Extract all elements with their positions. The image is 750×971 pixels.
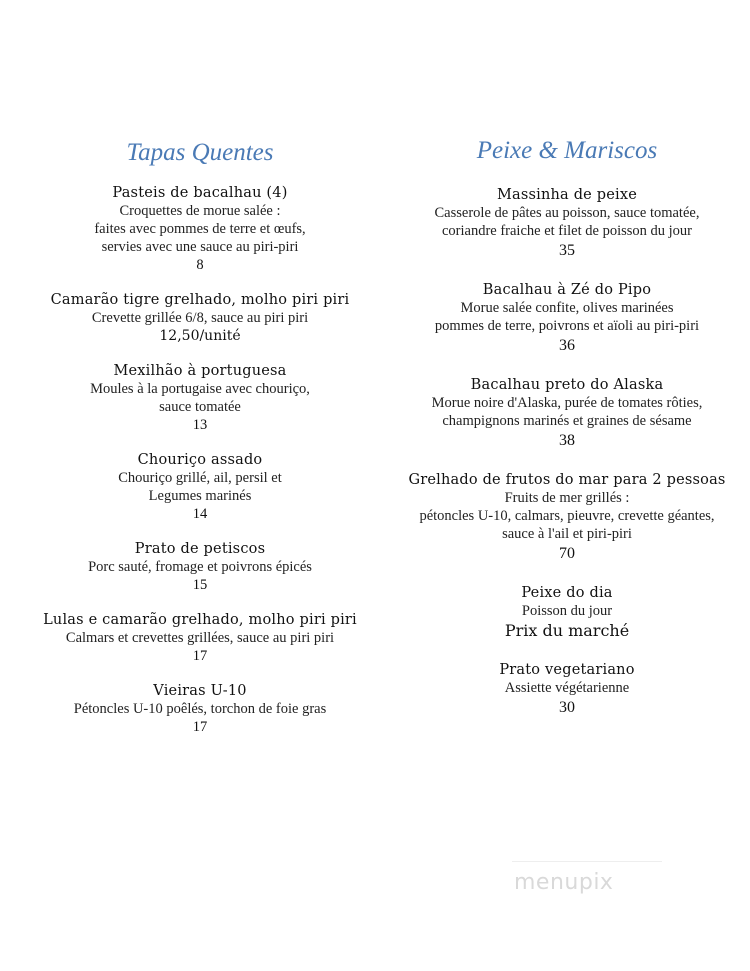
item-price: 15 [192,577,208,593]
item-description-line: Moules à la portugaise avec chouriço, [90,381,310,397]
item-price: 36 [559,337,575,354]
item-description-line: Assiette végétarienne [504,680,630,696]
item-description-line: Porc sauté, fromage et poivrons épicés [88,559,312,575]
menu-item [20,611,380,665]
menu-item [392,471,742,565]
item-description-line: sauce tomatée [159,399,241,415]
item-name: Massinha de peixe [496,187,638,203]
menu-item [392,186,742,262]
item-price: 17 [192,719,208,735]
item-name: Bacalhau preto do Alaska [470,377,664,393]
item-description-line: faites avec pommes de terre et œufs, [94,221,306,237]
item-name: Bacalhau à Zé do Pipo [482,282,652,298]
menu-item [392,584,742,642]
item-description-line: Legumes marinés [148,488,252,504]
item-description-line: servies avec une sauce au piri-piri [101,239,299,255]
item-price: 38 [559,432,575,449]
item-name: Lulas e camarão grelhado, molho piri piri [43,612,357,628]
item-description-line: Crevette grillée 6/8, sauce au piri piri [91,310,309,326]
item-price: 13 [192,417,208,433]
item-price: Prix du marché [504,621,630,640]
item-name: Camarão tigre grelhado, molho piri piri [50,292,350,308]
item-name: Grelhado de frutos do mar para 2 pessoas [408,472,726,488]
item-description-line: pommes de terre, poivrons et aïoli au piri-piri [434,318,700,334]
item-price: 35 [559,242,575,259]
item-price: 14 [192,506,208,522]
menu-item [20,682,380,736]
section-title-tapas-quentes: Tapas Quentes [126,139,274,166]
item-description-line: Morue salée confite, olives marinées [460,300,674,316]
item-description-line: Fruits de mer grillés : [504,490,630,506]
peixe-mariscos-section [392,136,742,738]
watermark-divider [512,861,662,862]
tapas-quentes-section [20,138,380,753]
item-price: 70 [559,545,575,562]
section-title-peixe-mariscos: Peixe & Mariscos [476,137,658,164]
menu-item [20,291,380,345]
item-description-line: Poisson du jour [521,603,613,619]
watermark-logo: menupix [514,870,614,895]
item-description-line: Calmars et crevettes grillées, sauce au piri piri [65,630,335,646]
menu-item [20,184,380,274]
item-description-line: Chouriço grillé, ail, persil et [118,470,282,486]
item-description-line: sauce à l'ail et piri-piri [502,526,632,542]
item-description-line: Casserole de pâtes au poisson, sauce tomatée, [434,205,700,221]
item-price: 30 [559,699,575,716]
menu-item [392,661,742,719]
item-description-line: coriandre fraiche et filet de poisson du jour [441,223,693,239]
item-name: Chouriço assado [137,452,263,468]
item-name: Pasteis de bacalhau (4) [112,185,288,201]
item-price: 12,50/unité [159,328,241,344]
item-name: Peixe do dia [521,585,613,601]
item-name: Mexilhão à portuguesa [113,363,287,379]
item-description-line: Pétoncles U-10 poêlés, torchon de foie gras [73,701,327,717]
menu-item [20,362,380,434]
item-name: Prato vegetariano [499,662,635,678]
item-price: 17 [192,648,208,664]
item-name: Vieiras U-10 [153,683,247,699]
item-description-line: champignons marinés et graines de sésame [442,413,692,429]
item-description-line: Croquettes de morue salée : [119,203,281,219]
menu-item [392,281,742,357]
menu-item [392,376,742,452]
menu-item [20,451,380,523]
item-name: Prato de petiscos [134,541,266,557]
item-description-line: pétoncles U-10, calmars, pieuvre, crevette géantes, [419,508,715,524]
menu-item [20,540,380,594]
item-price: 8 [196,257,204,273]
item-description-line: Morue noire d'Alaska, purée de tomates rôties, [431,395,703,411]
